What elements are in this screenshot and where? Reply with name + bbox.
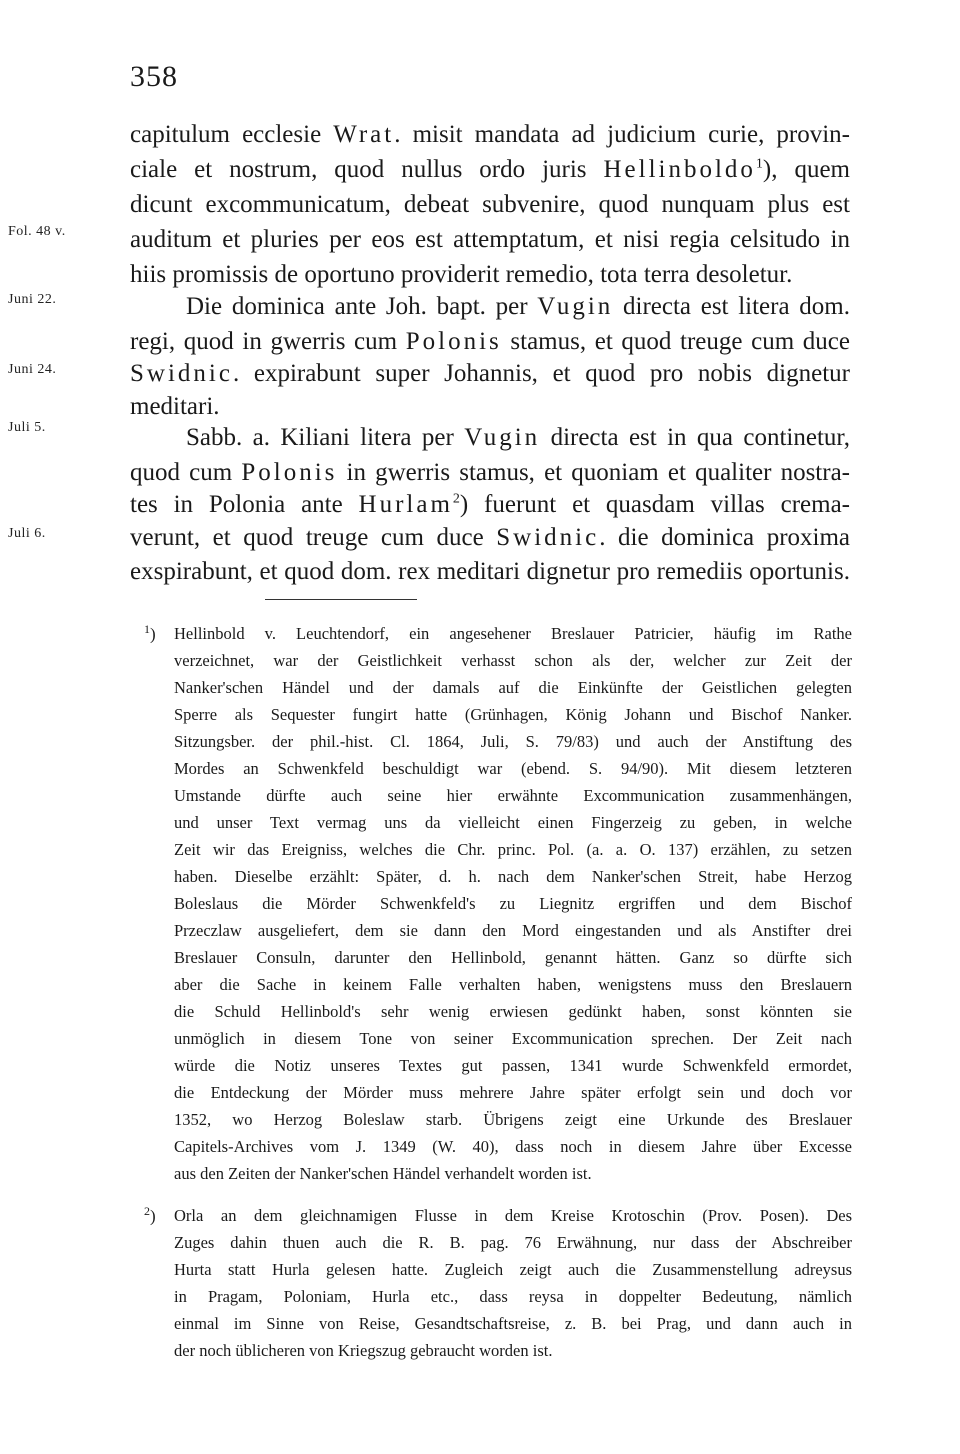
footnote-line: und unser Text vermag uns da vielleicht einen Fingerzeig zu geben, in welche [174, 813, 852, 832]
body-line: dicunt excommunicatum, debeat subvenire, quod nunquam plus est [130, 191, 850, 218]
body-line: exspirabunt, et quod dom. rex meditari dignetur pro remediis oportunis. [130, 558, 850, 585]
body-line: tes in Polonia ante Hurlam$^2$) fuerunt et quasdam villas crema- [130, 491, 850, 518]
body-line: capitulum ecclesie Wrat. misit mandata ad judicium curie, provin- [130, 121, 851, 148]
body-line: Swidnic. expirabunt super Johannis, et quod pro nobis dignetur [130, 360, 850, 387]
footnote-line: Boleslaus die Mörder Schwenkfeld's zu Liegnitz ergriffen und dem Bischof [174, 894, 852, 913]
footnote-line: Przeczlaw ausgeliefert, dem sie dann den Mord eingestanden und als Anstifter drei [174, 921, 852, 940]
footnote-marker: $^1$) [144, 622, 156, 644]
body-line: Die dominica ante Joh. bapt. per Vugin directa est litera dom. [186, 293, 850, 320]
body-line: regi, quod in gwerris cum Polonis stamus, et quod treuge cum duce [130, 328, 850, 355]
footnote-line: die Schuld Hellinbold's sehr wenig erwiesen gedünkt haben, sonst könnten sie [174, 1002, 852, 1021]
footnote-line: in Pragam, Poloniam, Hurla etc., dass reysa in doppelter Bedeutung, nämlich [174, 1287, 852, 1306]
footnote-line: Capitels-Archives vom J. 1349 (W. 40), dass noch in diesem Jahre über Excesse [174, 1137, 852, 1156]
footnote-marker: $^2$) [144, 1204, 156, 1226]
margin-note-date: Juli 5. [8, 420, 46, 435]
body-line: quod cum Polonis in gwerris stamus, et quoniam et qualiter nostra- [130, 459, 851, 486]
body-line: auditum et pluries per eos est attemptatum, et nisi regia celsitudo in [130, 226, 850, 253]
footnote-line: aber die Sache in keinem Falle verhalten haben, wenigstens muss den Breslauern [174, 975, 852, 994]
footnote-line: 1352, wo Herzog Boleslaw starb. Übrigens zeigt eine Urkunde des Breslauer [174, 1110, 852, 1129]
footnote-line: Hurta statt Hurla gelesen hatte. Zugleich zeigt auch die Zusammenstellung adreysus [174, 1260, 852, 1279]
body-line: ciale et nostrum, quod nullus ordo juris Hellinboldo$^1$), quem [130, 156, 850, 183]
footnote-line: die Entdeckung der Mörder muss mehrere Jahre später erfolgt sein und doch vor [174, 1083, 852, 1102]
footnote-line: Zuges dahin thuen auch die R. B. pag. 76 Erwähnung, nur dass der Abschreiber [174, 1233, 852, 1252]
footnote-divider [265, 599, 417, 600]
footnote-line: Hellinbold v. Leuchtendorf, ein angesehener Breslauer Patricier, häufig im Rathe [174, 624, 852, 643]
footnote-line: Breslauer Consuln, darunter den Hellinbold, genannt hätten. Ganz so dürfte sich [174, 948, 852, 967]
footnote-line: der noch üblicheren von Kriegszug gebraucht worden ist. [174, 1341, 553, 1360]
margin-note-date: Juli 6. [8, 526, 46, 541]
footnote-line: einmal im Sinne von Reise, Gesandtschaftsreise, z. B. bei Prag, und dann auch in [174, 1314, 852, 1333]
footnote-line: Mordes an Schwenkfeld beschuldigt war (ebend. S. 94/90). Mit diesem letzteren [174, 759, 852, 778]
footnote-line: würde die Notiz unseres Textes gut passen, 1341 wurde Schwenkfeld ermordet, [174, 1056, 852, 1075]
margin-note-date: Juni 22. [8, 292, 57, 307]
footnote-line: Nanker'schen Händel und der damals auf die Einkünfte der Geistlichen gelegten [174, 678, 852, 697]
footnote-line: haben. Dieselbe erzählt: Später, d. h. nach dem Nanker'schen Streit, habe Herzog [174, 867, 852, 886]
footnote-ref[interactable]: 2 [452, 491, 460, 507]
margin-note-date: Juni 24. [8, 362, 57, 377]
body-line: meditari. [130, 393, 220, 420]
body-line: verunt, et quod treuge cum duce Swidnic. die dominica proxima [130, 524, 851, 551]
body-line: hiis promissis de oportuno providerit remedio, tota terra desoletur. [130, 261, 793, 288]
footnote-line: verzeichnet, war der Geistlichkeit verhasst schon als der, welcher zur Zeit der [174, 651, 852, 670]
body-line: Sabb. a. Kiliani litera per Vugin directa est in qua continetur, [186, 424, 850, 451]
footnote-line: unmöglich in diesem Tone von seiner Excommunication sprechen. Der Zeit nach [174, 1029, 852, 1048]
footnote-line: Zeit wir das Ereigniss, welches die Chr. princ. Pol. (a. a. O. 137) erzählen, zu setzen [174, 840, 852, 859]
footnote-line: Umstande dürfte auch seine hier erwähnte Excommunication zusammenhängen, [174, 786, 852, 805]
footnote-line: Orla an dem gleichnamigen Flusse in dem Kreise Krotoschin (Prov. Posen). Des [174, 1206, 852, 1225]
footnote-line: Sperre als Sequester fungirt hatte (Grünhagen, König Johann und Bischof Nanker. [174, 705, 852, 724]
footnote-ref[interactable]: 1 [755, 156, 763, 172]
footnote-line: Sitzungsber. der phil.-hist. Cl. 1864, Juli, S. 79/83) und auch der Anstiftung des [174, 732, 852, 751]
footnote-line: aus den Zeiten der Nanker'schen Händel verhandelt worden ist. [174, 1164, 592, 1183]
page-number: 358 [130, 60, 178, 93]
margin-note-folio: Fol. 48 v. [8, 224, 66, 239]
